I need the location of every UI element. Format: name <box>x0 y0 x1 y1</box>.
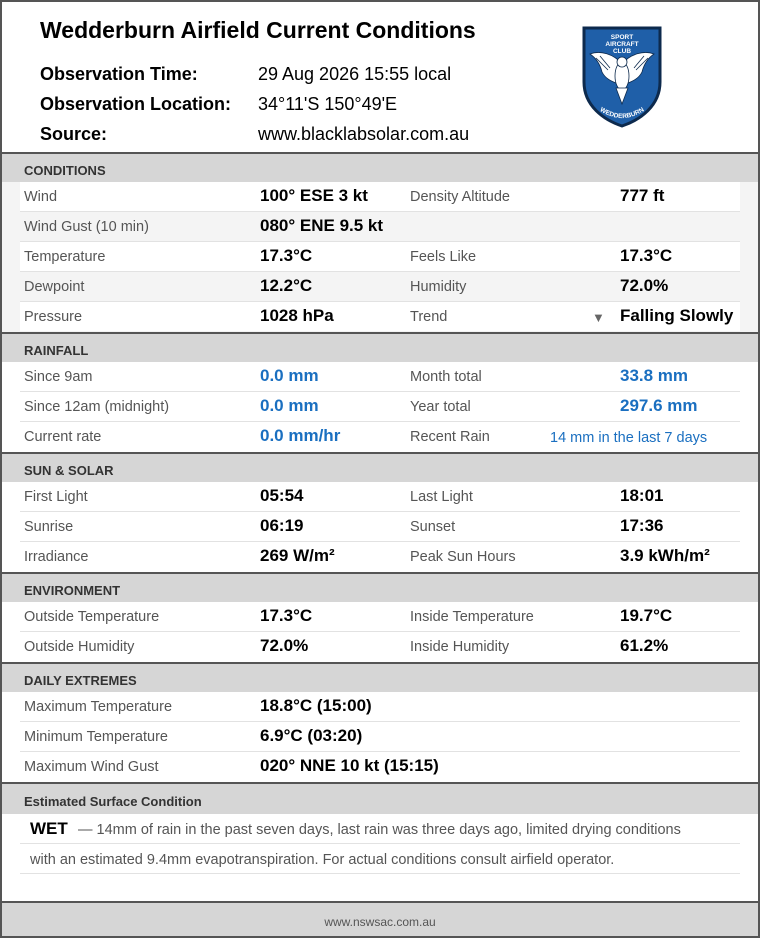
row-wind-gust <box>20 212 740 242</box>
row-max-temperature <box>20 692 740 722</box>
inside-humidity-label: Inside Humidity <box>410 639 510 655</box>
row-temperature <box>20 242 740 272</box>
sunset-label: Sunset <box>410 519 456 535</box>
surface-line-2 <box>20 844 740 874</box>
logo-text-1: SPORT <box>610 34 634 41</box>
logo-text-3: CLUB <box>612 48 632 55</box>
outside-humidity-value: 72.0% <box>260 636 309 655</box>
section-conditions <box>2 152 758 182</box>
irradiance-value: 269 W/m² <box>260 546 335 565</box>
obs-time-label: Observation Time: <box>40 64 198 84</box>
max-wind-gust-value: 020° NNE 10 kt (15:15) <box>260 756 439 775</box>
humidity-value: 72.0% <box>620 276 669 295</box>
section-heading: SUN & SOLAR <box>24 463 114 478</box>
feels-like-label: Feels Like <box>410 249 477 265</box>
last-light-label: Last Light <box>410 489 473 505</box>
club-logo <box>578 24 666 128</box>
surface-status: WET <box>30 819 68 838</box>
outside-temperature-label: Outside Temperature <box>24 609 160 625</box>
max-temperature-label: Maximum Temperature <box>24 699 173 715</box>
trend-label: Trend <box>410 309 448 325</box>
section-heading: DAILY EXTREMES <box>24 673 137 688</box>
section-rainfall <box>2 332 758 362</box>
sunrise-label: Sunrise <box>24 519 74 535</box>
sunrise-value: 06:19 <box>260 516 304 535</box>
humidity-label: Humidity <box>410 279 467 295</box>
density-altitude-value: 777 ft <box>620 186 665 205</box>
surface-description-2: with an estimated 9.4mm evapotranspiration. For actual conditions consult airfield operator. <box>30 852 615 868</box>
row-first-light <box>20 482 740 512</box>
pressure-value: 1028 hPa <box>260 306 334 325</box>
row-since-midnight <box>20 392 740 422</box>
obs-location-label: Observation Location: <box>40 94 232 114</box>
source-link[interactable]: www.blacklabsolar.com.au <box>258 124 470 144</box>
first-light-label: First Light <box>24 489 88 505</box>
dewpoint-value: 12.2°C <box>260 276 313 295</box>
inside-temperature-value: 19.7°C <box>620 606 673 625</box>
dewpoint-label: Dewpoint <box>24 279 85 295</box>
min-temperature-label: Minimum Temperature <box>24 729 168 745</box>
since-9am-label: Since 9am <box>24 369 93 385</box>
max-temperature-value: 18.8°C (15:00) <box>260 696 372 715</box>
page-title: Wedderburn Airfield Current Conditions <box>40 17 476 43</box>
row-pressure <box>20 302 740 331</box>
last-light-value: 18:01 <box>620 486 664 505</box>
outside-temperature-value: 17.3°C <box>260 606 313 625</box>
current-rate-label: Current rate <box>24 429 102 445</box>
peak-sun-hours-label: Peak Sun Hours <box>410 549 516 565</box>
footer <box>2 901 758 938</box>
section-daily-extremes <box>2 662 758 692</box>
pressure-label: Pressure <box>24 309 83 325</box>
outside-humidity-label: Outside Humidity <box>24 639 135 655</box>
wind-value: 100° ESE 3 kt <box>260 186 368 205</box>
row-irradiance <box>20 542 740 571</box>
section-heading: RAINFALL <box>24 343 89 358</box>
trend-down-icon: ▼ <box>592 310 605 325</box>
wind-gust-value: 080° ENE 9.5 kt <box>260 216 384 235</box>
month-total-label: Month total <box>410 369 482 385</box>
logo-text-2: AIRCRAFT <box>605 41 639 48</box>
wind-gust-label: Wind Gust (10 min) <box>24 219 149 235</box>
obs-location-value: 34°11'S 150°49'E <box>258 94 398 114</box>
section-sun-solar <box>2 452 758 482</box>
surface-line-1 <box>20 814 740 844</box>
year-total-label: Year total <box>410 399 471 415</box>
feels-like-value: 17.3°C <box>620 246 673 265</box>
min-temperature-value: 6.9°C (03:20) <box>260 726 363 745</box>
row-min-temperature <box>20 722 740 752</box>
temperature-value: 17.3°C <box>260 246 313 265</box>
logo-bottom-text: WEDDERBURN <box>598 106 646 121</box>
section-heading: Estimated Surface Condition <box>24 794 202 809</box>
section-surface-condition <box>2 782 758 814</box>
since-midnight-label: Since 12am (midnight) <box>24 399 170 415</box>
row-sunrise <box>20 512 740 542</box>
recent-rain-label: Recent Rain <box>410 429 490 445</box>
max-wind-gust-label: Maximum Wind Gust <box>24 759 159 775</box>
month-total-value: 33.8 mm <box>620 366 689 385</box>
temperature-label: Temperature <box>24 249 106 265</box>
row-dewpoint <box>20 272 740 302</box>
row-max-wind-gust <box>20 752 740 781</box>
year-total-value: 297.6 mm <box>620 396 698 415</box>
inside-temperature-label: Inside Temperature <box>410 609 534 625</box>
sunset-value: 17:36 <box>620 516 664 535</box>
section-heading: ENVIRONMENT <box>24 583 121 598</box>
irradiance-label: Irradiance <box>24 549 89 565</box>
density-altitude-label: Density Altitude <box>410 189 510 205</box>
trend-value: Falling Slowly <box>620 306 734 325</box>
row-current-rate <box>20 422 740 451</box>
first-light-value: 05:54 <box>260 486 304 505</box>
row-temperature-env <box>20 602 740 632</box>
recent-rain-value: 14 mm in the last 7 days <box>550 430 708 446</box>
peak-sun-hours-value: 3.9 kWh/m² <box>620 546 710 565</box>
surface-description-1: — 14mm of rain in the past seven days, last rain was three days ago, limited drying conditions <box>78 822 681 838</box>
section-environment <box>2 572 758 602</box>
obs-time-value: 29 Aug 2026 15:55 local <box>258 64 452 84</box>
surface-condition-body <box>2 814 758 902</box>
since-midnight-value: 0.0 mm <box>260 396 319 415</box>
section-heading: CONDITIONS <box>24 163 106 178</box>
row-since-9am <box>20 362 740 392</box>
since-9am-value: 0.0 mm <box>260 366 319 385</box>
row-wind <box>20 182 740 212</box>
source-label: Source: <box>40 124 108 144</box>
wind-label: Wind <box>24 189 58 205</box>
footer-link[interactable]: www.nswsac.com.au <box>324 915 436 929</box>
row-humidity-env <box>20 632 740 661</box>
header <box>2 2 758 152</box>
current-rate-value: 0.0 mm/hr <box>260 426 341 445</box>
inside-humidity-value: 61.2% <box>620 636 669 655</box>
